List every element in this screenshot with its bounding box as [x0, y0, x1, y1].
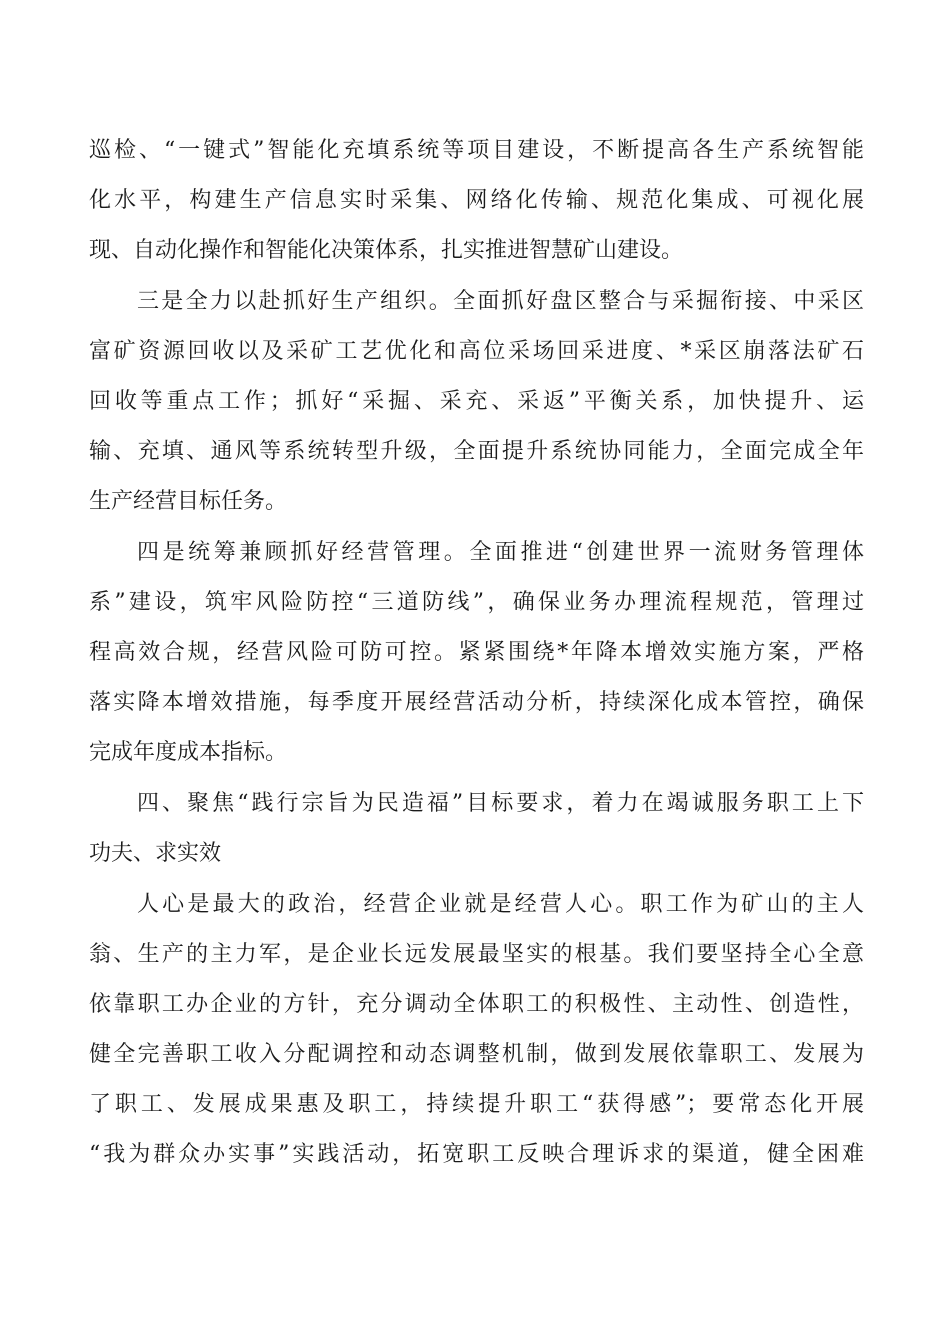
paragraph-line: 生产经营目标任务。: [89, 489, 288, 514]
paragraph-line: 现、自动化操作和智能化决策体系，扎实推进智慧矿山建设。: [89, 238, 684, 263]
paragraph-line: 落实降本增效措施，每季度开展经营活动分析，持续深化成本管控，确保: [89, 690, 864, 715]
paragraph-line: 依靠职工办企业的方针，充分调动全体职工的积极性、主动性、创造性，: [89, 992, 864, 1017]
paragraph-line: 化水平，构建生产信息实时采集、网络化传输、规范化集成、可视化展: [89, 188, 864, 213]
paragraph-line: 程高效合规，经营风险可防可控。紧紧围绕*年降本增效实施方案，严格: [89, 640, 864, 665]
section-heading-line: 四、聚焦“践行宗旨为民造福”目标要求，着力在竭诚服务职工上下: [137, 791, 864, 816]
paragraph-line: 四是统筹兼顾抓好经营管理。全面推进“创建世界一流财务管理体: [137, 540, 864, 565]
paragraph-line: 富矿资源回收以及采矿工艺优化和高位采场回采进度、*采区崩落法矿石: [89, 339, 864, 364]
paragraph-line: 系”建设，筑牢风险防控“三道防线”，确保业务办理流程规范，管理过: [89, 590, 864, 615]
paragraph-line: 翁、生产的主力军，是企业长远发展最坚实的根基。我们要坚持全心全意: [89, 942, 864, 967]
paragraph-line: 回收等重点工作；抓好“采掘、采充、采返”平衡关系，加快提升、运: [89, 389, 864, 414]
paragraph-line: 三是全力以赴抓好生产组织。全面抓好盘区整合与采掘衔接、中采区: [137, 289, 864, 314]
paragraph-line: 巡检、“一键式”智能化充填系统等项目建设，不断提高各生产系统智能: [89, 138, 864, 163]
paragraph-line: 完成年度成本指标。: [89, 740, 288, 765]
paragraph-line: 健全完善职工收入分配调控和动态调整机制，做到发展依靠职工、发展为: [89, 1042, 864, 1067]
section-heading-line: 功夫、求实效: [89, 841, 222, 866]
paragraph-line: 了职工、发展成果惠及职工，持续提升职工“获得感”；要常态化开展: [89, 1092, 864, 1117]
paragraph-line: 输、充填、通风等系统转型升级，全面提升系统协同能力，全面完成全年: [89, 439, 864, 464]
paragraph-line: 人心是最大的政治，经营企业就是经营人心。职工作为矿山的主人: [137, 892, 864, 917]
paragraph-line: “我为群众办实事”实践活动，拓宽职工反映合理诉求的渠道，健全困难: [89, 1142, 864, 1167]
